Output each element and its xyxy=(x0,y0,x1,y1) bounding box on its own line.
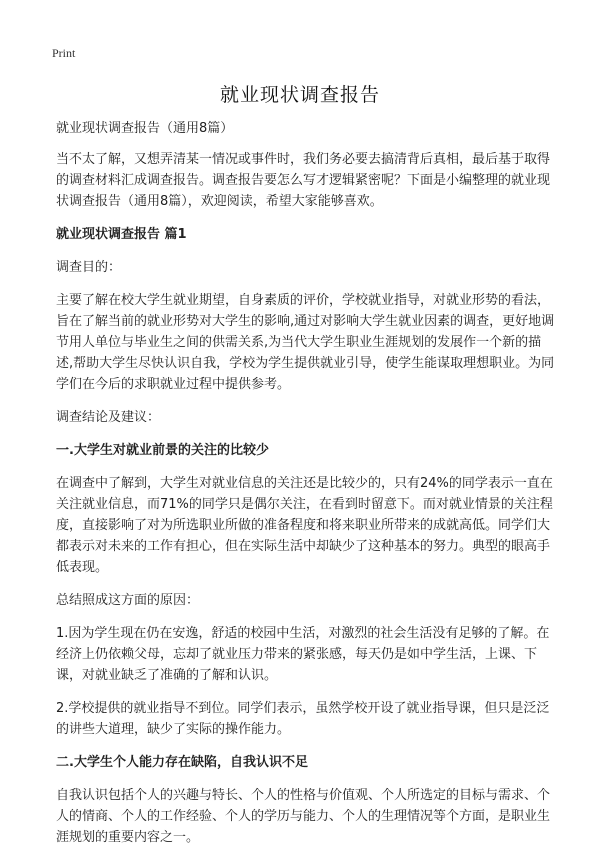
conclusion-label: 调查结论及建议： xyxy=(56,410,161,425)
document-subtitle: 就业现状调查报告（通用8篇） xyxy=(56,121,234,136)
point1-paragraph: 在调查中了解到，大学生对就业信息的关注还是比较少的，只有24%的同学表示一直在关注就业信息，而71%的同学只是偶尔关注，在看到时留意下。而对就业情景的关注程度，直接影响了对为所选职业所做的准备程度和将来职业所带来的成就高低。同学们大都表示对未来的工作有担心，但在实际生活中却缺少了这种基本的努力。典型的眼高手低表现。 xyxy=(56,476,553,575)
purpose-paragraph: 主要了解在校大学生就业期望，自身素质的评价，学校就业指导，对就业形势的看法，旨在了解当前的就业形势对大学生的影响,通过对影响大学生就业因素的调查，更好地调节用人单位与毕业生之间的供需关系,为当代大学生职业生涯规划的发展作一个新的描述,帮助大学生尽快认识自我，学校为学生提供就业引导，使学生能谋取理想职业。为同学们在今后的求职就业过程中提供参考。 xyxy=(56,293,555,392)
reason1-paragraph: 1.因为学生现在仍在安逸，舒适的校园中生活，对激烈的社会生活没有足够的了解。在经济上仍依赖父母，忘却了就业压力带来的紧张感，每天仍是如中学生活，上课、下课，对就业缺乏了准确的了解和认识。 xyxy=(56,626,550,683)
document-title: 就业现状调查报告 xyxy=(219,84,380,106)
document-body xyxy=(56,118,556,860)
point1-heading: 一.大学生对就业前景的关注的比较少 xyxy=(56,443,269,458)
reasons-label: 总结照成这方面的原因： xyxy=(56,593,200,608)
print-link[interactable]: Print xyxy=(52,46,76,60)
reason2-paragraph: 2.学校提供的就业指导不到位。同学们表示，虽然学校开设了就业指导课，但只是泛泛的讲些大道理，缺少了实际的操作能力。 xyxy=(56,701,550,737)
section-heading: 就业现状调查报告 篇1 xyxy=(56,227,187,242)
point2-heading: 二.大学生个人能力存在缺陷，自我认识不足 xyxy=(56,755,308,770)
intro-paragraph: 当不太了解，又想弄清某一情况或事件时，我们务必要去搞清背后真相，最后基于取得的调查材料汇成调查报告。调查报告要怎么写才逻辑紧密呢？下面是小编整理的就业现状调查报告（通用8篇），欢迎阅读，希望大家能够喜欢。 xyxy=(56,152,551,209)
point2-paragraph: 自我认识包括个人的兴趣与特长、个人的性格与价值观、个人所选定的目标与需求、个人的情商、个人的工作经验、个人的学历与能力、个人的生理情况等个方面，是职业生涯规划的重要内容之一。 xyxy=(56,788,551,845)
purpose-label: 调查目的： xyxy=(56,260,122,275)
